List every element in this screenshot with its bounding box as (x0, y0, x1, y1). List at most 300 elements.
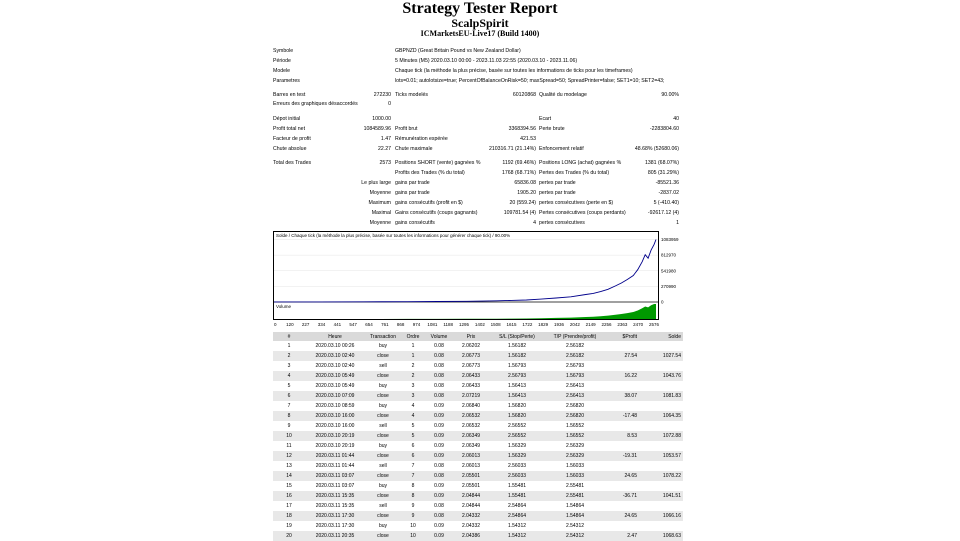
cell-number: 2 (273, 351, 305, 361)
max-dd-value: 210316.71 (21.14%) (488, 146, 536, 152)
quality-value: 90.00% (661, 92, 679, 98)
cell-time: 2020.03.10 02:40 (315, 363, 355, 369)
payoff-label: Rémunération espérée (395, 136, 448, 142)
cell-transaction: close (365, 451, 401, 461)
cell-number: 17 (286, 503, 292, 509)
x-tick-label: 868 (396, 322, 405, 327)
deals-table-body (273, 341, 683, 541)
cell-number: 16 (273, 491, 305, 501)
cell-profit: 27.54 (605, 351, 639, 361)
stats-row-max-cons (273, 199, 681, 207)
short-value: 1192 (69.46%) (502, 160, 536, 166)
info-value: lots=0.01; autolotsize=true; PercentOfBalanceOnRisk=50; maxSpread=50; SpreadPrinter=false; SET1=10; SET2=43; (395, 78, 665, 84)
cell-transaction: buy (378, 403, 388, 409)
cell-order: 4 (411, 403, 415, 409)
cell-balance (639, 341, 683, 351)
cell-sl: 1.56413 (489, 391, 545, 401)
stats-row-maximal (273, 209, 681, 217)
gross-loss-value: -2283804.60 (649, 126, 679, 132)
loss-trades-label: Pertes des Trades (% du total) (539, 170, 610, 176)
profit-factor-label: Facteur de profit (273, 136, 311, 142)
max-cons-losses-label: pertes consécutives (perte en $) (539, 200, 614, 206)
cell-balance: 1043.76 (639, 371, 683, 381)
expert-name: ScalpSpirit (451, 16, 509, 30)
cell-order: 2 (401, 371, 425, 381)
cell-order: 3 (401, 391, 425, 401)
x-tick-label: 1615 (506, 322, 517, 327)
table-row (273, 341, 683, 351)
table-row (273, 351, 683, 361)
cell-profit (605, 461, 639, 471)
cell-transaction: close (365, 391, 401, 401)
x-tick-label: 2042 (569, 322, 580, 327)
cell-tp: 2.54312 (565, 523, 585, 529)
cell-volume: 0.09 (434, 523, 444, 529)
cell-price: 2.04386 (453, 531, 489, 541)
table-row (273, 491, 683, 501)
x-axis-ticks (274, 322, 660, 327)
x-tick-label: 120 (286, 322, 294, 327)
cell-time: 2020.03.10 00:26 (315, 343, 355, 349)
table-row (273, 471, 683, 481)
profit-factor-value: 1.47 (380, 136, 391, 142)
y-tick-label: 812970 (661, 252, 677, 258)
cell-tp: 2.56329 (565, 443, 585, 449)
cell-profit (605, 441, 639, 451)
cell-tp: 2.56182 (565, 343, 585, 349)
table-row (273, 521, 683, 531)
stats-row-avg-cons (273, 219, 681, 227)
balance-chart-svg (273, 231, 683, 330)
stats-row-pf (273, 135, 681, 143)
cell-time: 2020.03.11 15:35 (315, 503, 355, 509)
deals-table (273, 332, 683, 541)
avg-profit-value: 1905.20 (517, 190, 536, 196)
max-cons-loss-value: -92617.12 (4) (647, 210, 679, 216)
info-row-symbol (273, 47, 681, 55)
stats-row-largest (273, 179, 681, 187)
gross-loss-label: Perte brute (539, 126, 565, 132)
cell-profit: 2.47 (605, 531, 639, 541)
cell-profit: -17.48 (605, 411, 639, 421)
avg-profit-label: gains par trade (395, 190, 430, 196)
x-tick-label: 2149 (585, 322, 596, 327)
table-row (273, 511, 683, 521)
cell-transaction: close (365, 511, 401, 521)
deposit-label: Dépot initial (273, 116, 301, 122)
net-label: Profit total net (273, 126, 306, 132)
cell-price: 2.06349 (461, 443, 481, 449)
chart-title: Solde / Chaque tick (la méthode la plus précise, basée sur toutes les informations pour générer chaque tick) / 90.00% (276, 233, 511, 238)
loss-trades-value: 805 (31.29%) (647, 170, 679, 176)
cell-order: 5 (411, 423, 415, 429)
cell-transaction: close (365, 531, 401, 541)
stats-row-bars (273, 91, 681, 99)
cell-time: 2020.03.10 07:09 (305, 391, 365, 401)
cell-order: 10 (401, 531, 425, 541)
cell-volume: 0.08 (434, 363, 444, 369)
cell-number: 12 (273, 451, 305, 461)
col-header-time: Heure (305, 332, 365, 341)
cell-price: 2.06840 (461, 403, 481, 409)
largest-loss-value: -85521.36 (655, 180, 679, 186)
cell-volume: 0.08 (425, 511, 453, 521)
cell-transaction: sell (379, 423, 387, 429)
cell-volume: 0.09 (425, 431, 453, 441)
x-tick-label: 0 (274, 322, 277, 327)
x-tick-label: 2576 (648, 322, 660, 327)
deposit-value: 1000.00 (372, 116, 391, 122)
cell-sl: 1.56329 (489, 451, 545, 461)
cell-sl: 1.56329 (507, 443, 527, 449)
cell-volume: 0.08 (425, 351, 453, 361)
cell-order: 1 (401, 351, 425, 361)
cell-tp: 2.56413 (545, 391, 605, 401)
cell-price: 2.06532 (461, 423, 481, 429)
chart-frame (274, 232, 659, 320)
largest-label: Le plus large (361, 180, 391, 186)
table-row (273, 431, 683, 441)
stats-row-average (273, 189, 681, 197)
cell-transaction: close (365, 491, 401, 501)
cell-time: 2020.03.10 05:49 (305, 371, 365, 381)
x-tick-label: 1295 (458, 322, 470, 327)
bars-label: Barres en test (273, 92, 306, 98)
cell-volume: 0.08 (434, 503, 444, 509)
x-tick-label: 654 (365, 322, 373, 327)
spread-label: Ecart (539, 116, 552, 122)
stats-row-errors (273, 100, 681, 108)
cell-price: 2.06433 (461, 383, 481, 389)
table-header-row (273, 332, 683, 341)
cell-price: 2.05501 (453, 471, 489, 481)
cell-tp: 2.56413 (565, 383, 585, 389)
cell-time: 2020.03.11 15:35 (305, 491, 365, 501)
cell-volume: 0.08 (425, 371, 453, 381)
cell-transaction: sell (379, 363, 387, 369)
rel-dd-value: 48.68% (52680.06) (634, 146, 679, 152)
volume-label: Volume (276, 304, 292, 309)
cell-number: 13 (286, 463, 292, 469)
cell-profit (605, 341, 639, 351)
cell-balance: 1027.54 (639, 351, 683, 361)
cell-balance: 1066.16 (639, 511, 683, 521)
cell-profit (605, 401, 639, 411)
cell-tp: 2.56329 (545, 451, 605, 461)
cell-volume: 0.09 (434, 423, 444, 429)
y-axis-ticks (661, 237, 679, 304)
cell-sl: 1.56820 (489, 411, 545, 421)
table-row (273, 461, 683, 471)
cell-tp: 1.56552 (565, 423, 585, 429)
stats-row-profit-trades (273, 169, 681, 177)
col-header-transaction: Transaction (365, 332, 401, 341)
maximum-label: Maximum (368, 200, 391, 206)
cell-tp: 2.56793 (565, 363, 585, 369)
col-header-number: # (273, 332, 305, 341)
x-tick-label: 547 (349, 322, 357, 327)
cell-number: 14 (273, 471, 305, 481)
cell-number: 10 (273, 431, 305, 441)
cell-sl: 1.56793 (507, 363, 527, 369)
cell-order: 9 (401, 511, 425, 521)
cell-transaction: sell (379, 503, 387, 509)
cell-balance (639, 361, 683, 371)
x-tick-label: 2470 (633, 322, 644, 327)
x-tick-label: 1722 (522, 322, 533, 327)
cell-balance (639, 521, 683, 531)
cell-volume: 0.09 (425, 491, 453, 501)
cell-balance (639, 481, 683, 491)
profit-trades-value: 1768 (68.71%) (501, 170, 536, 176)
ticks-label: Ticks modelés (395, 92, 428, 98)
cell-price: 2.06013 (461, 463, 481, 469)
cell-number: 8 (273, 411, 305, 421)
x-tick-label: 974 (412, 322, 421, 327)
cell-sl: 1.56820 (507, 403, 527, 409)
y-tick-label: 541980 (661, 268, 677, 274)
avg-cons-wins-label: gains consécutifs (395, 220, 435, 226)
cell-time: 2020.03.10 05:49 (315, 383, 355, 389)
table-row (273, 441, 683, 451)
cell-balance: 1041.51 (639, 491, 683, 501)
cell-balance: 1064.35 (639, 411, 683, 421)
trades-label: Total des Trades (273, 160, 312, 166)
cell-balance: 1078.22 (639, 471, 683, 481)
info-label: Modele (273, 68, 291, 74)
cell-volume: 0.09 (434, 403, 444, 409)
errors-value: 0 (388, 101, 391, 107)
trades-value: 2573 (379, 160, 391, 166)
cell-balance: 1072.88 (639, 431, 683, 441)
cell-number: 3 (287, 363, 291, 369)
short-label: Positions SHORT (vente) gagnées % (395, 160, 481, 166)
average-cons-label: Moyenne (369, 220, 391, 226)
col-header-sl: S/L (Stop/Perte) (489, 332, 545, 341)
largest-profit-value: 65836.08 (514, 180, 536, 186)
cell-transaction: buy (378, 343, 388, 349)
cell-time: 2020.03.11 01:44 (305, 451, 365, 461)
x-tick-label: 441 (333, 322, 342, 327)
cell-transaction: buy (378, 483, 388, 489)
avg-loss-label: pertes par trade (539, 190, 576, 196)
ticks-value: 60120868 (512, 92, 536, 98)
cell-tp: 1.54864 (565, 503, 585, 509)
info-value: 5 Minutes (M5) 2020.03.10 00:00 - 2023.11.03 22:55 (2020.03.10 - 2023.11.06) (395, 58, 578, 64)
cell-number: 7 (287, 403, 291, 409)
cell-volume: 0.09 (434, 483, 444, 489)
cell-profit: 24.65 (605, 471, 639, 481)
cell-transaction: close (365, 371, 401, 381)
abs-dd-value: 22.27 (378, 146, 391, 152)
cell-order: 10 (410, 523, 416, 529)
cell-order: 4 (401, 411, 425, 421)
table-row (273, 451, 683, 461)
cell-profit: 24.65 (605, 511, 639, 521)
server-info: ICMarketsEU-Live17 (Build 1400) (420, 29, 540, 38)
cell-order: 2 (411, 363, 415, 369)
cell-volume: 0.09 (434, 443, 444, 449)
info-label: Période (273, 58, 291, 64)
y-tick-label: 270990 (661, 283, 677, 289)
cell-time: 2020.03.10 16:00 (305, 411, 365, 421)
cell-price: 2.04332 (453, 511, 489, 521)
cell-sl: 1.54312 (489, 531, 545, 541)
cell-order: 9 (411, 503, 415, 509)
cell-balance (639, 421, 683, 431)
cell-balance: 1053.57 (639, 451, 683, 461)
cell-tp: 1.56552 (545, 431, 605, 441)
cell-number: 9 (287, 423, 291, 429)
stats-row-net (273, 125, 681, 133)
abs-dd-label: Chute absolue (273, 146, 307, 152)
cell-balance (639, 501, 683, 511)
cell-volume: 0.09 (425, 531, 453, 541)
table-row (273, 501, 683, 511)
cell-price: 2.06433 (453, 371, 489, 381)
cell-number: 5 (287, 383, 291, 389)
cell-tp: 2.56820 (545, 411, 605, 421)
avg-cons-losses-label: pertes consécutives (539, 220, 585, 226)
cell-transaction: close (365, 351, 401, 361)
cell-order: 7 (401, 471, 425, 481)
cell-time: 2020.03.10 20:19 (305, 431, 365, 441)
cell-balance (639, 401, 683, 411)
y-tick-label: 1083959 (661, 237, 679, 243)
net-value: 1084589.96 (363, 126, 391, 132)
cell-profit (605, 361, 639, 371)
cell-time: 2020.03.11 03:07 (305, 471, 365, 481)
info-label: Parametres (273, 78, 300, 84)
cell-time: 2020.03.11 20:35 (305, 531, 365, 541)
spread-value: 40 (673, 116, 679, 122)
report-title: Strategy Tester Report (402, 0, 558, 17)
avg-cons-losses-value: 1 (676, 220, 679, 226)
table-row (273, 381, 683, 391)
cell-order: 3 (411, 383, 415, 389)
cell-tp: 2.56182 (545, 351, 605, 361)
x-tick-label: 227 (301, 322, 310, 327)
long-value: 1381 (68.07%) (644, 160, 679, 166)
cell-sl: 1.56182 (489, 351, 545, 361)
gross-profit-value: 3368394.56 (508, 126, 536, 132)
balance-chart (273, 231, 683, 330)
table-row (273, 481, 683, 491)
info-label: Symbole (273, 48, 294, 54)
col-header-order: Ordre (401, 332, 425, 341)
cell-balance (639, 441, 683, 451)
cell-tp: 2.55481 (545, 491, 605, 501)
cell-transaction: close (365, 431, 401, 441)
cell-order: 8 (401, 491, 425, 501)
max-cons-profit-label: Gains consécutifs (coups gagnants) (395, 210, 478, 216)
cell-number: 19 (286, 523, 292, 529)
cell-volume: 0.08 (434, 343, 444, 349)
cell-time: 2020.03.11 03:07 (315, 483, 355, 489)
col-header-price: Prix (453, 332, 489, 341)
cell-price: 2.06773 (453, 351, 489, 361)
cell-volume: 0.08 (434, 383, 444, 389)
cell-number: 20 (273, 531, 305, 541)
cell-price: 2.05501 (461, 483, 481, 489)
x-tick-label: 2363 (617, 322, 628, 327)
cell-price: 2.06202 (461, 343, 481, 349)
info-row-model (273, 67, 681, 75)
long-label: Positions LONG (achat) gagnées % (539, 160, 622, 166)
rel-dd-label: Enfoncement relatif (539, 146, 584, 152)
avg-cons-wins-value: 4 (533, 220, 536, 226)
quality-label: Qualité du modelage (539, 92, 587, 98)
cell-profit (605, 481, 639, 491)
average-label: Moyenne (369, 190, 391, 196)
col-header-profit: $Profit (605, 332, 639, 341)
cell-time: 2020.03.11 17:30 (315, 523, 355, 529)
x-tick-label: 1508 (490, 322, 501, 327)
table-row (273, 411, 683, 421)
stats-row-deposit (273, 115, 681, 123)
cell-transaction: close (365, 411, 401, 421)
cell-sl: 2.54864 (489, 511, 545, 521)
cell-price: 2.06013 (453, 451, 489, 461)
cell-sl: 2.56552 (489, 431, 545, 441)
cell-sl: 2.56793 (489, 371, 545, 381)
max-cons-wins-value: 20 (559.24) (509, 200, 536, 206)
cell-profit: 16.22 (605, 371, 639, 381)
cell-profit: -19.31 (605, 451, 639, 461)
cell-order: 7 (411, 463, 415, 469)
info-value: GBPNZD (Great Britain Pound vs New Zealand Dollar) (395, 48, 521, 54)
cell-order: 6 (411, 443, 415, 449)
cell-transaction: buy (378, 523, 388, 529)
table-row (273, 361, 683, 371)
cell-number: 4 (273, 371, 305, 381)
cell-sl: 2.56033 (489, 471, 545, 481)
cell-profit: 38.07 (605, 391, 639, 401)
x-tick-label: 1402 (474, 322, 485, 327)
x-tick-label: 761 (381, 322, 389, 327)
cell-sl: 2.54864 (507, 503, 527, 509)
max-cons-wins-label: gains consécutifs (profit en $) (395, 200, 463, 206)
cell-order: 6 (401, 451, 425, 461)
cell-time: 2020.03.10 16:00 (315, 423, 355, 429)
col-header-tp: T/P (Prendre/profit) (545, 332, 605, 341)
cell-number: 1 (287, 343, 291, 349)
x-tick-label: 1829 (538, 322, 549, 327)
cell-sl: 1.56182 (507, 343, 527, 349)
cell-number: 15 (286, 483, 292, 489)
cell-volume: 0.08 (425, 471, 453, 481)
cell-price: 2.06532 (453, 411, 489, 421)
cell-profit: 8.53 (605, 431, 639, 441)
cell-tp: 1.54864 (545, 511, 605, 521)
cell-balance (639, 381, 683, 391)
table-row (273, 371, 683, 381)
cell-balance: 1081.83 (639, 391, 683, 401)
info-row-period (273, 57, 681, 65)
cell-price: 2.04844 (461, 503, 481, 509)
cell-order: 8 (411, 483, 415, 489)
cell-transaction: buy (378, 443, 388, 449)
cell-number: 18 (273, 511, 305, 521)
largest-profit-label: gains par trade (395, 180, 430, 186)
cell-transaction: close (365, 471, 401, 481)
cell-number: 6 (273, 391, 305, 401)
x-tick-label: 1081 (427, 322, 438, 327)
cell-sl: 1.56413 (507, 383, 527, 389)
cell-profit (605, 381, 639, 391)
profit-trades-label: Profits des Trades (% du total) (395, 170, 465, 176)
max-cons-losses-value: 5 (-410.40) (653, 200, 679, 206)
